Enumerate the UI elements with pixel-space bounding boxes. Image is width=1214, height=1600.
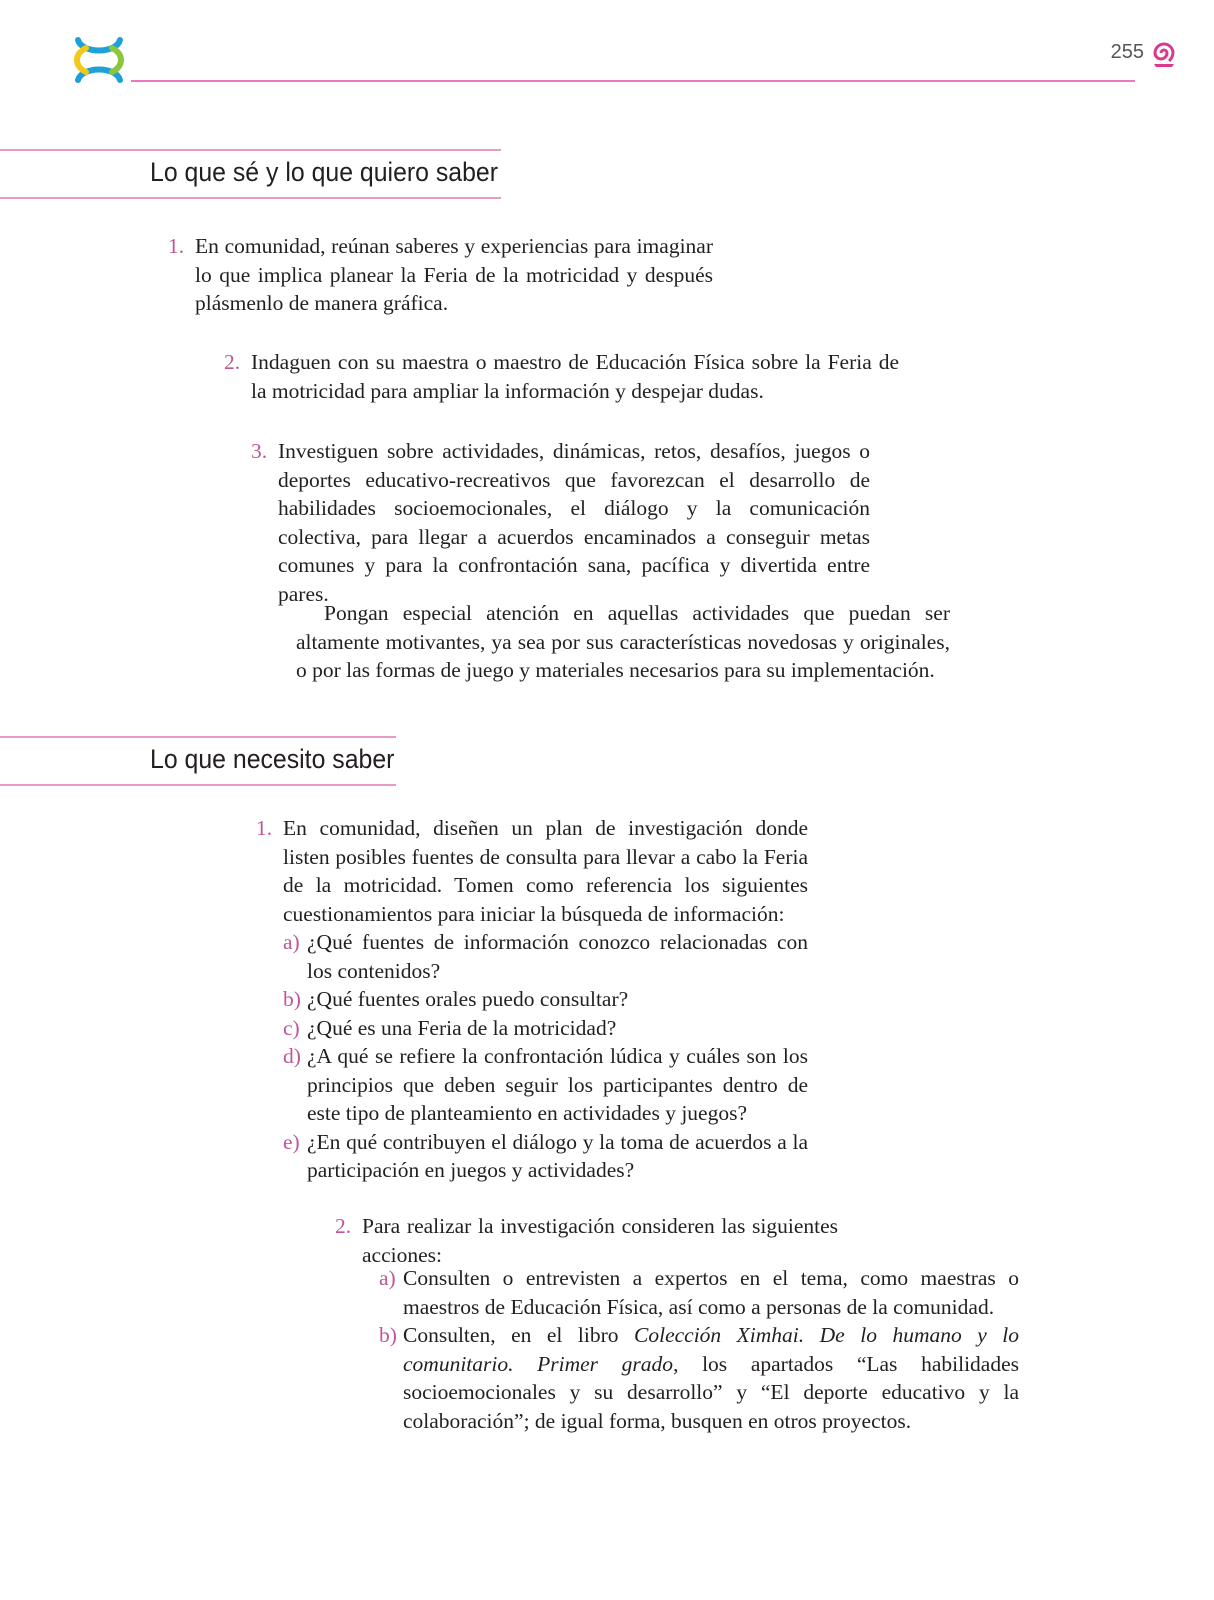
- sub-item-label: e): [283, 1129, 300, 1154]
- sub-item-text: ¿Qué es una Feria de la motricidad?: [307, 1015, 617, 1040]
- sub-item: [283, 1128, 808, 1185]
- item-text: En comunidad, diseñen un plan de investigación donde listen posibles fuentes de consulta para llevar a cabo la Feria de la motricidad. Tomen como referencia los siguientes cuestionamientos para iniciar la búsqueda de información:: [283, 816, 808, 926]
- sub-item-text: ¿Qué fuentes de información conozco relacionadas con los contenidos?: [307, 930, 808, 983]
- item-text: Investiguen sobre actividades, dinámicas, retos, desafíos, juegos o deportes educativo-recreativos que favorezcan el desarrollo de habilidades socioemocionales, el diálogo y la comunicación colectiva, para llegar a acuerdos encaminados a conseguir metas comunes y para la confrontación sana, pacífica y divertida entre pares.: [278, 439, 870, 606]
- sub-item-text: Consulten o entrevisten a expertos en el tema, como maestras o maestros de Educación Física, así como a personas de la comunidad.: [403, 1266, 1019, 1319]
- list-item: [224, 348, 899, 405]
- sub-item: [379, 1321, 1019, 1435]
- item-number: 2.: [335, 1214, 352, 1238]
- sub-item-text-post: , los apartados “Las habilidades socioemocionales y su desarrollo” y “El deporte educativo y la colaboración”; de igual forma, busquen en otros proyectos.: [403, 1351, 1019, 1433]
- sub-item: [283, 985, 808, 1014]
- sub-item-text-pre: Consulten, en el libro: [403, 1323, 634, 1347]
- list-item: [251, 437, 870, 608]
- pink-spiral-emblem: [1150, 38, 1178, 68]
- sub-item-label: d): [283, 1044, 301, 1068]
- list-item: [256, 814, 808, 1185]
- sub-item-label: b): [283, 987, 301, 1011]
- section-header-what-i-know: [0, 149, 501, 199]
- sub-item: [283, 928, 808, 985]
- body-paragraph: Pongan especial atención en aquellas actividades que puedan ser altamente motivantes, ya sea por sus características novedosas y originales, o por las formas de juego y materiales necesarios para su implementación.: [296, 601, 950, 682]
- header-rule: [131, 80, 1135, 82]
- sub-item: [283, 1042, 808, 1128]
- sub-item-label: b): [379, 1323, 397, 1347]
- sub-item-text: ¿Qué fuentes orales puedo consultar?: [307, 987, 629, 1011]
- sub-item-text: ¿A qué se refiere la confrontación lúdica y cuáles son los principios que deben seguir los participantes dentro de este tipo de planteamiento en actividades y juegos?: [307, 1044, 808, 1125]
- item-number: 1.: [256, 816, 273, 840]
- item-number: 3.: [251, 439, 268, 463]
- sub-item: [283, 1014, 808, 1043]
- sub-item: [379, 1264, 1019, 1321]
- section-header-what-i-need: [0, 736, 396, 786]
- page-number: 255: [1110, 41, 1144, 63]
- item-text: Indaguen con su maestra o maestro de Educación Física sobre la Feria de la motricidad para ampliar la información y despejar dudas.: [251, 350, 899, 403]
- sub-item-label: a): [379, 1266, 396, 1290]
- list-item: [335, 1212, 838, 1269]
- sub-item-text: ¿En qué contribuyen el diálogo y la toma de acuerdos a la participación en juegos y actividades?: [307, 1129, 808, 1182]
- section-title: Lo que sé y lo que quiero saber: [150, 157, 499, 187]
- item-text: Para realizar la investigación consideren las siguientes acciones:: [362, 1214, 838, 1267]
- book-title: Colección Ximhai. De lo humano y lo comunitario. Primer grado: [403, 1323, 1019, 1376]
- sub-item-label: a): [283, 930, 300, 954]
- item-number: 2.: [224, 350, 241, 374]
- section-title: Lo que necesito saber: [150, 744, 395, 774]
- item-number: 1.: [168, 234, 185, 258]
- sub-item-label: c): [283, 1015, 300, 1040]
- interlocked-rings-logo: [72, 34, 126, 86]
- list-item: [168, 232, 713, 318]
- item-text: En comunidad, reúnan saberes y experiencias para imaginar lo que implica planear la Feria de la motricidad y después plásmenlo de manera gráfica.: [195, 234, 713, 315]
